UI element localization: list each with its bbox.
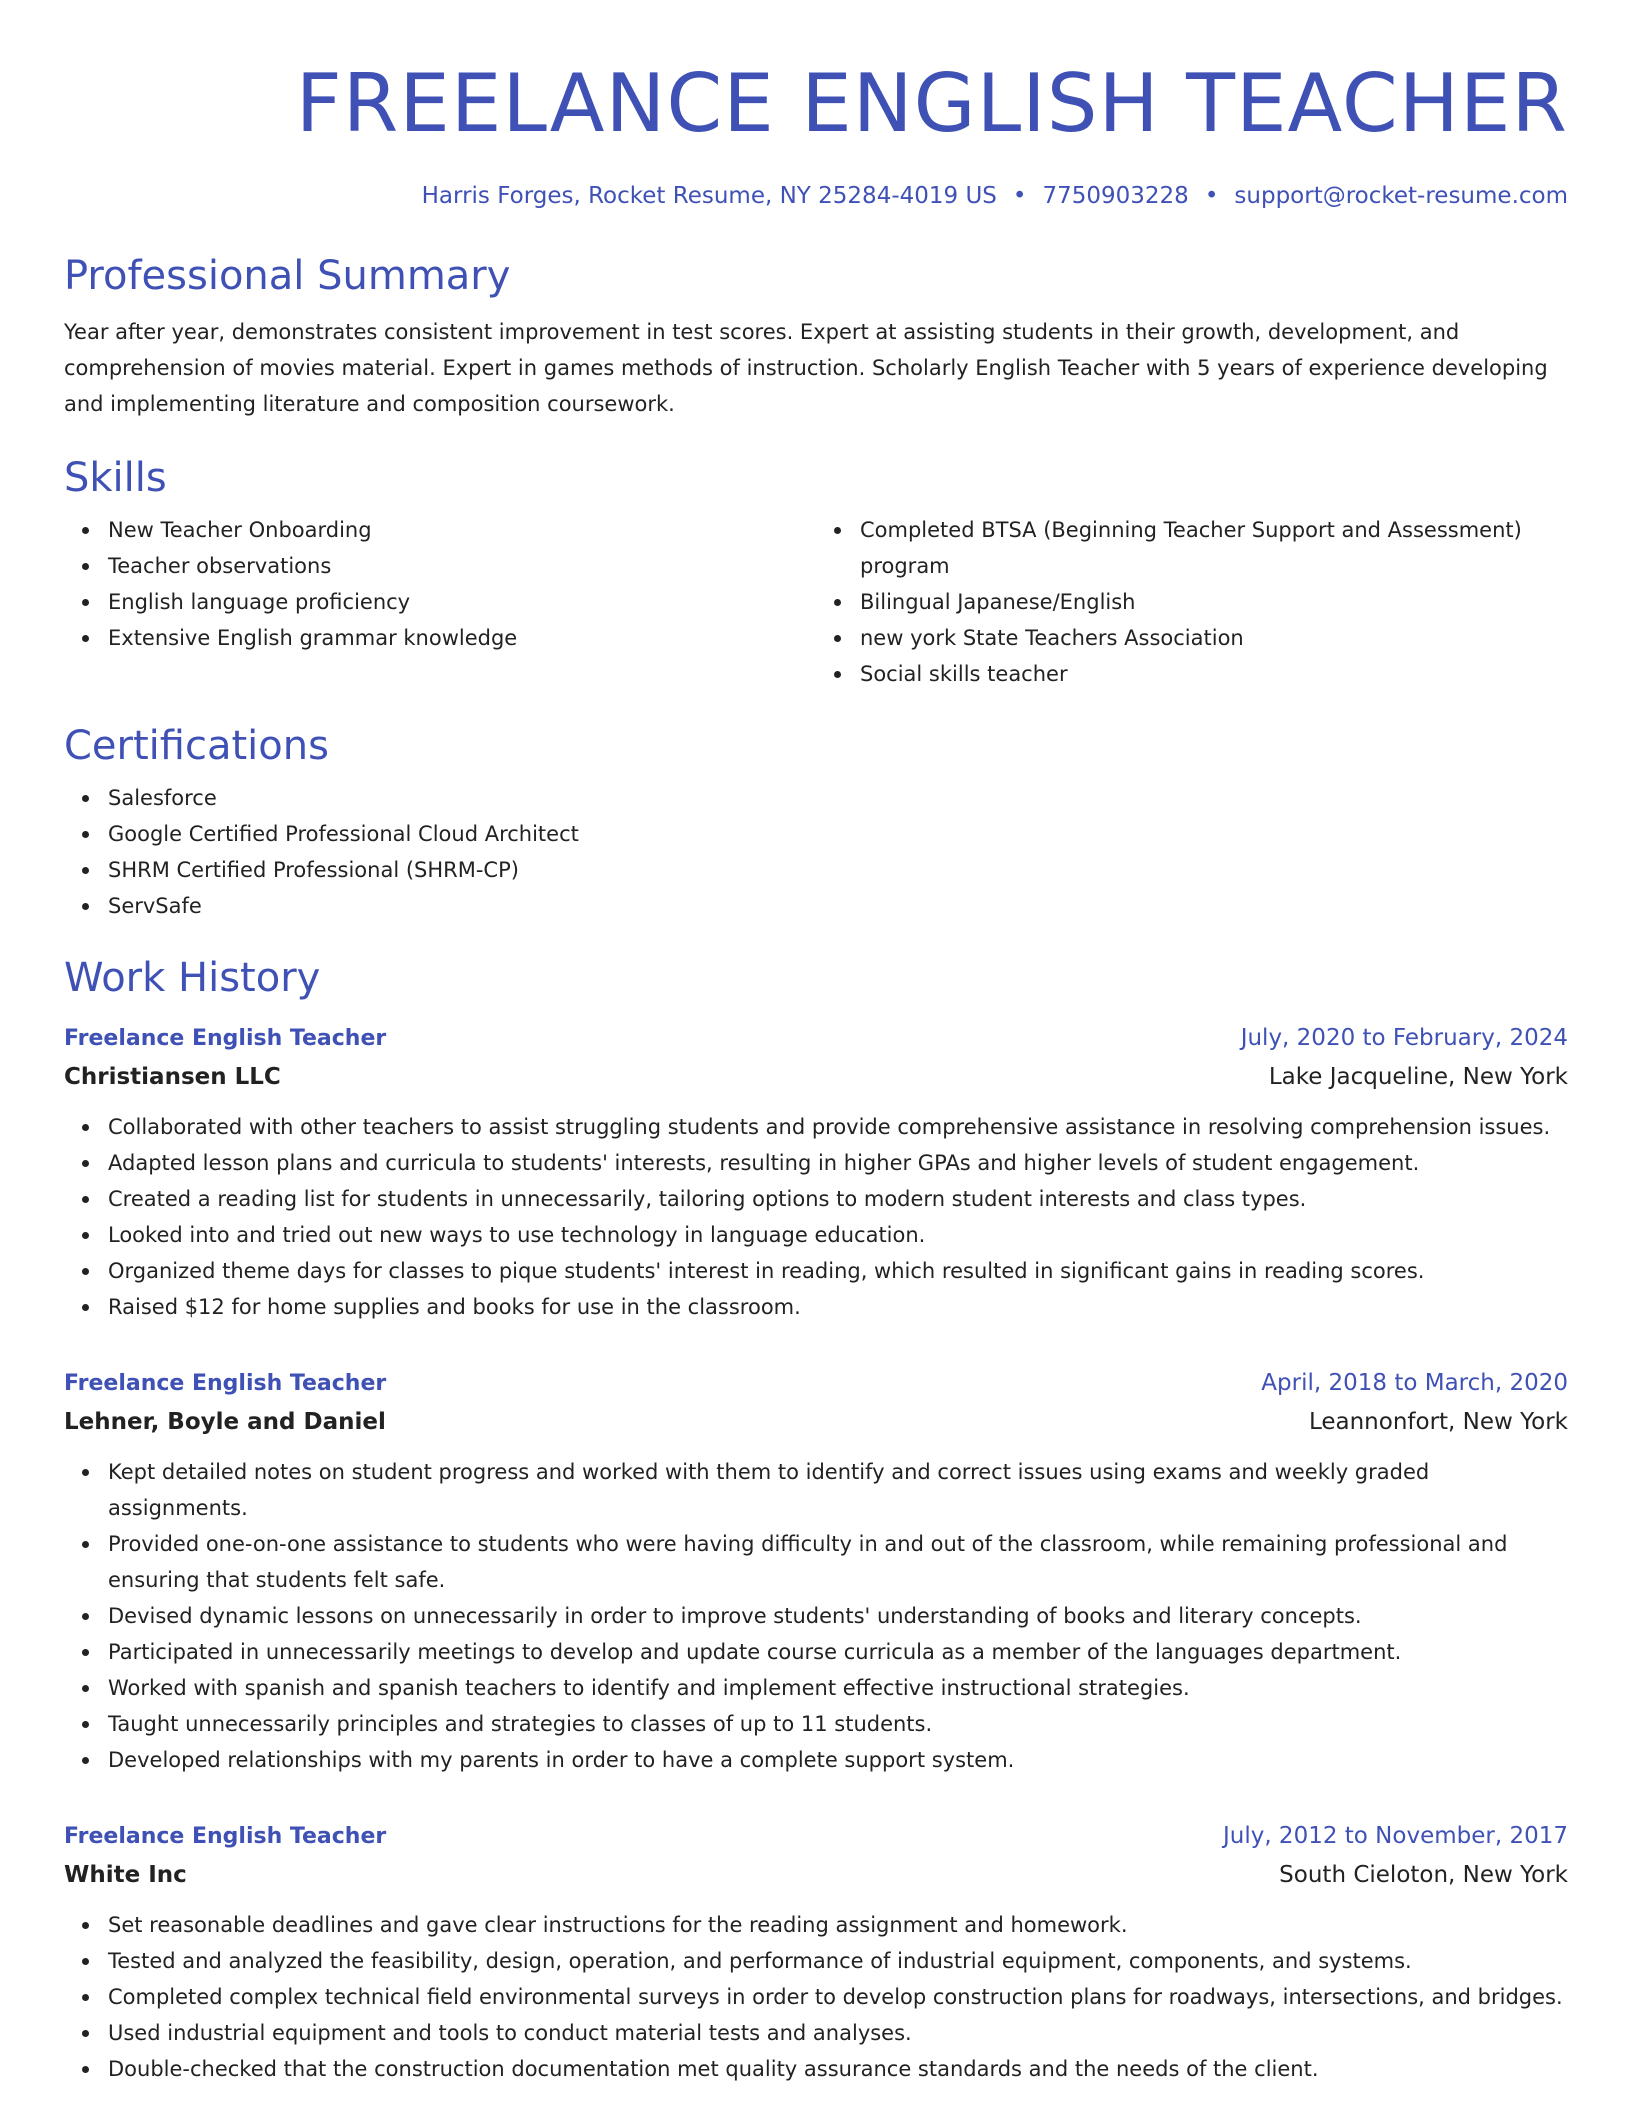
job-bullet: Adapted lesson plans and curricula to students' interests, resulting in higher GPAs and higher levels of student engagement. [108, 1145, 1568, 1181]
certification-item: Google Certified Professional Cloud Architect [108, 816, 1568, 852]
contact-email: support@rocket-resume.com [1234, 183, 1568, 209]
job-dates: April, 2018 to March, 2020 [1261, 1370, 1568, 1396]
job-bullet: Used industrial equipment and tools to conduct material tests and analyses. [108, 2015, 1568, 2051]
job-bullet: Participated in unnecessarily meetings to develop and update course curricula as a member of the languages department. [108, 1634, 1568, 1670]
job-entry [64, 1020, 1568, 1325]
certification-item: Salesforce [108, 780, 1568, 816]
job-bullet: Worked with spanish and spanish teachers to identify and implement effective instructional strategies. [108, 1670, 1568, 1706]
job-title-row [64, 1020, 1568, 1057]
job-bullet: Taught unnecessarily principles and strategies to classes of up to 11 students. [108, 1706, 1568, 1742]
job-bullet: Collaborated with other teachers to assist struggling students and provide comprehensive assistance in resolving comprehension issues. [108, 1109, 1568, 1145]
job-bullet: Provided one-on-one assistance to students who were having difficulty in and out of the classroom, while remaining professional and ensuring that students felt safe. [108, 1526, 1568, 1598]
contact-line [64, 180, 1568, 212]
skill-item: new york State Teachers Association [860, 620, 1568, 656]
skills-list-left [64, 512, 816, 692]
job-company: White Inc [64, 1862, 187, 1888]
job-bullet: Organized theme days for classes to pique students' interest in reading, which resulted in significant gains in reading scores. [108, 1253, 1568, 1289]
contact-separator: • [1204, 183, 1219, 209]
job-title: Freelance English Teacher [64, 1026, 387, 1051]
job-company: Christiansen LLC [64, 1064, 281, 1090]
job-entry [64, 1365, 1568, 1778]
job-bullet: Completed complex technical field environmental surveys in order to develop construction plans for roadways, intersections, and bridges. [108, 1979, 1568, 2015]
contact-separator: • [1012, 183, 1027, 209]
job-location: Lake Jacqueline, New York [1268, 1064, 1568, 1090]
skills-heading: Skills [64, 455, 167, 501]
skill-item: English language proficiency [108, 584, 816, 620]
certification-item: SHRM Certified Professional (SHRM-CP) [108, 852, 1568, 888]
job-title-row [64, 1818, 1568, 1855]
job-bullet-list [64, 1109, 1568, 1325]
job-title: Freelance English Teacher [64, 1824, 387, 1849]
certifications-list [64, 780, 1568, 924]
job-title-row [64, 1365, 1568, 1402]
contact-address: Harris Forges, Rocket Resume, NY 25284-4019 US [421, 183, 997, 209]
job-location: South Cieloton, New York [1279, 1862, 1568, 1888]
certifications-heading: Certifications [64, 723, 329, 769]
resume-page [64, 0, 1568, 2087]
job-bullet: Developed relationships with my parents in order to have a complete support system. [108, 1742, 1568, 1778]
skill-item: Extensive English grammar knowledge [108, 620, 816, 656]
job-company-row [64, 1402, 1568, 1442]
certification-item: ServSafe [108, 888, 1568, 924]
job-bullet-list [64, 1454, 1568, 1778]
job-company-row [64, 1057, 1568, 1097]
summary-text: Year after year, demonstrates consistent improvement in test scores. Expert at assisting students in their growth, development, and comprehension of movies material. Expert in games methods of instruction. Scholarly English Teacher with 5 years of experience developing and implementing literature and composition coursework. [64, 320, 1548, 416]
job-bullet: Set reasonable deadlines and gave clear instructions for the reading assignment and homework. [108, 1907, 1568, 1943]
work-history-heading: Work History [64, 955, 321, 1001]
job-company: Lehner, Boyle and Daniel [64, 1409, 386, 1435]
certifications-section [64, 722, 1568, 924]
skills-list-right [816, 512, 1568, 692]
skills-section [64, 454, 1568, 692]
job-dates: July, 2020 to February, 2024 [1240, 1025, 1568, 1051]
skills-columns [64, 512, 1568, 692]
job-bullet: Created a reading list for students in unnecessarily, tailoring options to modern student interests and class types. [108, 1181, 1568, 1217]
job-location: Leannonfort, New York [1308, 1409, 1568, 1435]
job-bullet-list [64, 1907, 1568, 2087]
job-bullet: Kept detailed notes on student progress and worked with them to identify and correct issues using exams and weekly graded assignments. [108, 1454, 1568, 1526]
job-bullet: Looked into and tried out new ways to use technology in language education. [108, 1217, 1568, 1253]
summary-section [64, 252, 1568, 422]
job-entry [64, 1818, 1568, 2087]
work-history-section [64, 954, 1568, 2087]
job-bullet: Tested and analyzed the feasibility, design, operation, and performance of industrial equipment, components, and systems. [108, 1943, 1568, 1979]
skill-item: Social skills teacher [860, 656, 1568, 692]
job-bullet: Double-checked that the construction documentation met quality assurance standards and the needs of the client. [108, 2051, 1568, 2087]
job-title: Freelance English Teacher [64, 1371, 387, 1396]
job-bullet: Devised dynamic lessons on unnecessarily in order to improve students' understanding of books and literary concepts. [108, 1598, 1568, 1634]
contact-phone: 7750903228 [1042, 183, 1189, 209]
resume-title: FREELANCE ENGLISH TEACHER [295, 57, 1568, 150]
job-bullet: Raised $12 for home supplies and books for use in the classroom. [108, 1289, 1568, 1325]
summary-heading: Professional Summary [64, 253, 511, 299]
job-dates: July, 2012 to November, 2017 [1222, 1823, 1568, 1849]
skill-item: New Teacher Onboarding [108, 512, 816, 548]
skill-item: Teacher observations [108, 548, 816, 584]
job-company-row [64, 1855, 1568, 1895]
skill-item: Completed BTSA (Beginning Teacher Support and Assessment) program [860, 512, 1568, 584]
skill-item: Bilingual Japanese/English [860, 584, 1568, 620]
